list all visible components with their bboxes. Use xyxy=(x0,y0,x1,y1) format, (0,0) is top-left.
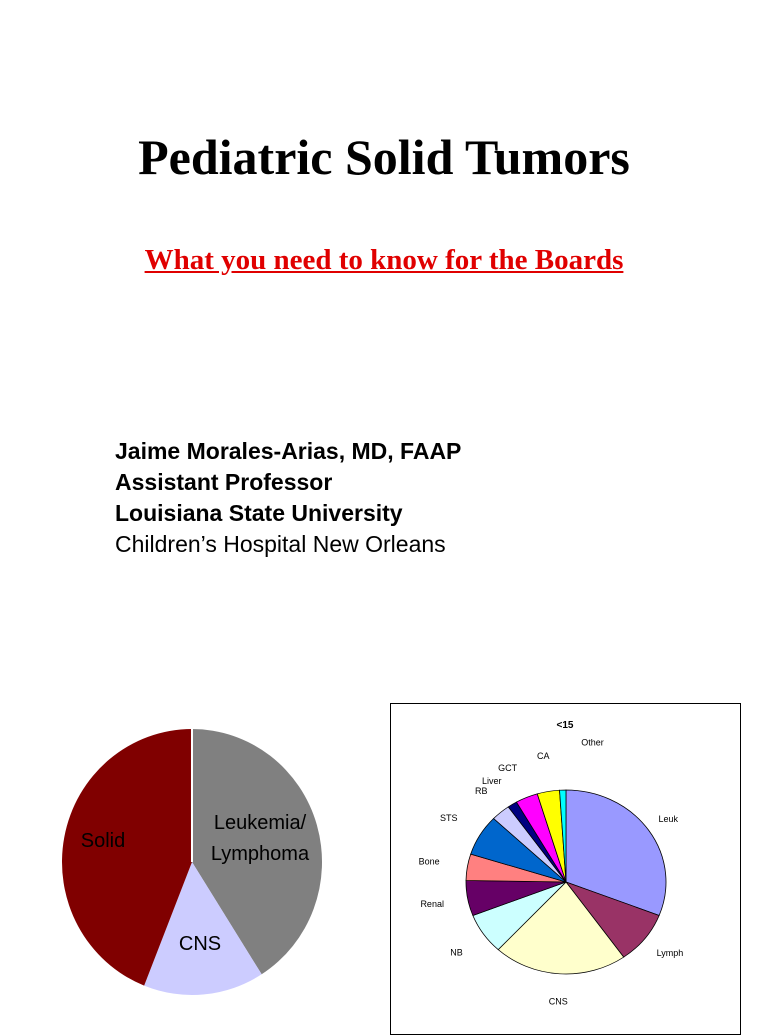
chart-title: <15 xyxy=(556,720,574,731)
slice-label-bone: Bone xyxy=(418,856,440,867)
author-block xyxy=(115,436,461,560)
slice-label-renal: Renal xyxy=(420,898,444,909)
pie-chart-under-15-panel xyxy=(390,703,741,1035)
author-name: Jaime Morales-Arias, MD, FAAP xyxy=(115,438,462,464)
pie-chart-under-15 xyxy=(391,704,740,1034)
slice-label-rb: RB xyxy=(475,786,488,797)
author-institution: Louisiana State University xyxy=(115,500,403,526)
slice-label-lymph: Lymph xyxy=(656,947,684,958)
slice-label-liver: Liver xyxy=(482,775,502,786)
slice-label-gct: GCT xyxy=(498,763,518,774)
slice-label-other: Other xyxy=(581,737,604,748)
author-hospital: Children’s Hospital New Orleans xyxy=(115,531,446,557)
pie-chart-overall xyxy=(55,725,335,1005)
slice-label-sts: STS xyxy=(440,812,458,823)
slice-label-cns: CNS xyxy=(548,996,568,1007)
slice-label-nb: NB xyxy=(450,947,463,958)
slice-label-ca: CA xyxy=(537,751,550,762)
slice-label-leuk: Leuk xyxy=(658,813,679,824)
author-position: Assistant Professor xyxy=(115,469,333,495)
slide-subtitle: What you need to know for the Boards xyxy=(144,244,624,276)
slide-title: Pediatric Solid Tumors xyxy=(138,129,630,185)
slice-label-leukemia-lymphoma: Leukemia/ Lymphoma xyxy=(210,812,310,865)
slice-label-solid: Solid xyxy=(80,830,126,852)
slice-label-cns: CNS xyxy=(178,933,222,955)
